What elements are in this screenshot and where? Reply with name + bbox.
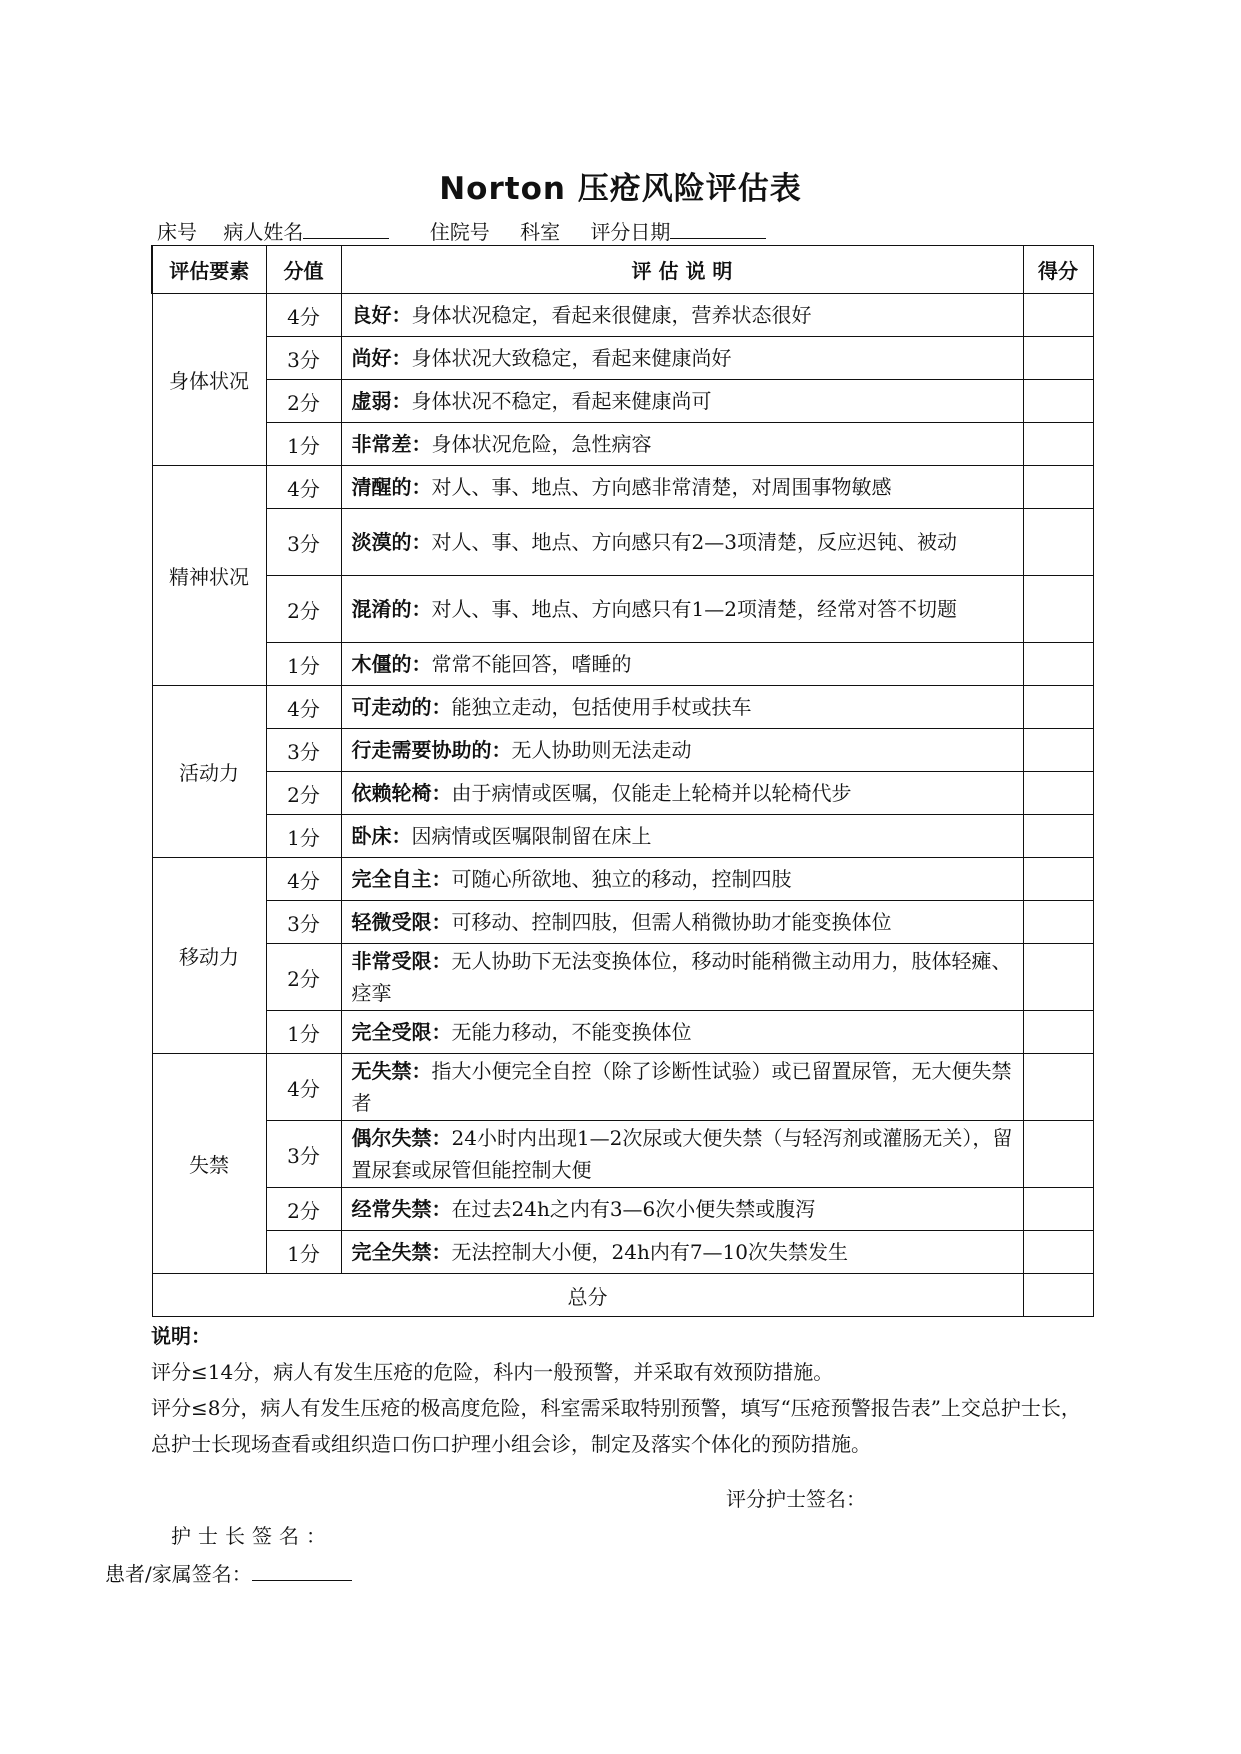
page-title: Norton 压疮风险评估表 [439, 171, 802, 207]
result-score-cell[interactable] [1023, 1188, 1093, 1231]
table-row [152, 1231, 1093, 1274]
patient-signature-label: 患者/家属签名： [105, 1562, 252, 1586]
description-keyword: 淡漠的： [351, 530, 432, 554]
header-score: 分值 [266, 246, 341, 294]
description-text: 对人、事、地点、方向感非常清楚，对周围事物敏感 [431, 475, 892, 499]
description-keyword: 完全失禁： [351, 1240, 452, 1264]
result-score-cell[interactable] [1023, 337, 1093, 380]
description-text: 无人协助则无法走动 [511, 738, 692, 762]
score-cell: 2分 [266, 1188, 341, 1231]
notes-heading: 说明： [151, 1324, 211, 1348]
score-cell: 3分 [266, 901, 341, 944]
result-score-cell[interactable] [1023, 1121, 1093, 1188]
description-keyword: 行走需要协助的： [351, 738, 512, 762]
table-row [152, 944, 1093, 1011]
description-text: 因病情或医嘱限制留在床上 [411, 824, 652, 848]
result-score-cell[interactable] [1023, 380, 1093, 423]
factor-cell: 活动力 [152, 686, 266, 858]
table-row [152, 466, 1093, 509]
description-cell [341, 815, 1023, 858]
description-text: 无法控制大小便，24h内有7—10次失禁发生 [451, 1240, 849, 1264]
factor-cell: 移动力 [152, 858, 266, 1054]
description-cell [341, 423, 1023, 466]
table-header-row [152, 246, 1093, 294]
description-keyword: 非常受限： [351, 949, 452, 973]
description-keyword: 虚弱： [351, 389, 412, 413]
description-keyword: 非常差： [351, 432, 432, 456]
header-description: 评 估 说 明 [341, 246, 1023, 294]
description-cell [341, 509, 1023, 576]
table-row [152, 772, 1093, 815]
date-label: 评分日期 [590, 220, 671, 244]
result-score-cell[interactable] [1023, 815, 1093, 858]
description-text: 在过去24h之内有3—6次小便失禁或腹泻 [451, 1197, 816, 1221]
score-cell: 3分 [266, 1121, 341, 1188]
description-text: 身体状况大致稳定，看起来健康尚好 [411, 346, 732, 370]
description-cell [341, 1188, 1023, 1231]
description-keyword: 可走动的： [351, 695, 452, 719]
factor-cell: 失禁 [152, 1054, 266, 1274]
result-score-cell[interactable] [1023, 576, 1093, 643]
score-cell: 4分 [266, 294, 341, 337]
description-cell [341, 294, 1023, 337]
score-cell: 2分 [266, 772, 341, 815]
description-keyword: 经常失禁： [351, 1197, 452, 1221]
description-text: 身体状况不稳定，看起来健康尚可 [411, 389, 712, 413]
description-cell [341, 1054, 1023, 1121]
result-score-cell[interactable] [1023, 643, 1093, 686]
note-line-2: 评分≤8分，病人有发生压疮的极高度危险，科室需采取特别预警，填写“压疮预警报告表”上交总护士长，总护士长现场查看或组织造口伤口护理小组会诊，制定及落实个体化的预防措施。 [151, 1396, 1081, 1456]
description-keyword: 尚好： [351, 346, 412, 370]
admission-no-label: 住院号 [429, 220, 490, 244]
description-text: 身体状况危险，急性病容 [431, 432, 652, 456]
description-text: 可随心所欲地、独立的移动，控制四肢 [451, 867, 792, 891]
total-label: 总分 [152, 1274, 1023, 1317]
description-text: 常常不能回答，嗜睡的 [431, 652, 632, 676]
table-row [152, 643, 1093, 686]
description-cell [341, 643, 1023, 686]
table-row [152, 337, 1093, 380]
factor-cell: 精神状况 [152, 466, 266, 686]
head-nurse-signature-label: 护士长签名： [171, 1524, 333, 1548]
patient-info-line [157, 216, 766, 245]
score-cell: 2分 [266, 944, 341, 1011]
description-text: 可移动、控制四肢，但需人稍微协助才能变换体位 [451, 910, 892, 934]
description-cell [341, 729, 1023, 772]
total-score-cell[interactable] [1023, 1274, 1093, 1317]
score-cell: 3分 [266, 337, 341, 380]
description-cell [341, 686, 1023, 729]
norton-assessment-table [151, 245, 1094, 1317]
result-score-cell[interactable] [1023, 466, 1093, 509]
description-keyword: 依赖轮椅： [351, 781, 452, 805]
description-cell [341, 944, 1023, 1011]
score-cell: 1分 [266, 1231, 341, 1274]
description-text: 由于病情或医嘱，仅能走上轮椅并以轮椅代步 [451, 781, 852, 805]
department-label: 科室 [520, 220, 561, 244]
score-cell: 2分 [266, 576, 341, 643]
score-cell: 1分 [266, 1011, 341, 1054]
description-cell [341, 1231, 1023, 1274]
description-text: 对人、事、地点、方向感只有1—2项清楚，经常对答不切题 [431, 597, 957, 621]
result-score-cell[interactable] [1023, 858, 1093, 901]
header-result: 得分 [1023, 246, 1093, 294]
description-text: 身体状况稳定，看起来很健康，营养状态很好 [411, 303, 812, 327]
result-score-cell[interactable] [1023, 686, 1093, 729]
description-cell [341, 337, 1023, 380]
notes-section [151, 1318, 1091, 1462]
date-field[interactable] [670, 220, 766, 239]
description-keyword: 良好： [351, 303, 412, 327]
nurse-signature-label: 评分护士签名： [726, 1487, 866, 1511]
result-score-cell[interactable] [1023, 1011, 1093, 1054]
table-row [152, 509, 1093, 576]
description-keyword: 完全自主： [351, 867, 452, 891]
result-score-cell[interactable] [1023, 509, 1093, 576]
description-text: 能独立走动，包括使用手杖或扶车 [451, 695, 752, 719]
table-row [152, 576, 1093, 643]
result-score-cell[interactable] [1023, 729, 1093, 772]
description-cell [341, 576, 1023, 643]
score-cell: 4分 [266, 858, 341, 901]
description-keyword: 卧床： [351, 824, 412, 848]
score-cell: 3分 [266, 729, 341, 772]
table-row [152, 380, 1093, 423]
patient-name-label: 病人姓名 [223, 220, 304, 244]
description-keyword: 木僵的： [351, 652, 432, 676]
score-cell: 3分 [266, 509, 341, 576]
table-row [152, 1188, 1093, 1231]
result-score-cell[interactable] [1023, 423, 1093, 466]
table-row [152, 1054, 1093, 1121]
score-cell: 4分 [266, 1054, 341, 1121]
result-score-cell[interactable] [1023, 944, 1093, 1011]
description-cell [341, 466, 1023, 509]
score-cell: 1分 [266, 423, 341, 466]
factor-cell: 身体状况 [152, 294, 266, 466]
description-keyword: 混淆的： [351, 597, 432, 621]
description-cell [341, 858, 1023, 901]
description-text: 指大小便完全自控（除了诊断性试验）或已留置尿管，无大便失禁者 [351, 1059, 1012, 1115]
table-row [152, 1121, 1093, 1188]
table-row [152, 729, 1093, 772]
table-row [152, 858, 1093, 901]
table-row [152, 1011, 1093, 1054]
result-score-cell[interactable] [1023, 901, 1093, 944]
description-cell [341, 772, 1023, 815]
score-cell: 1分 [266, 815, 341, 858]
description-text: 无能力移动，不能变换体位 [451, 1020, 692, 1044]
bed-label: 床号 [157, 220, 197, 244]
table-row [152, 815, 1093, 858]
table-row [152, 686, 1093, 729]
table-row [152, 423, 1093, 466]
description-keyword: 偶尔失禁： [351, 1126, 452, 1150]
description-text: 无人协助下无法变换体位，移动时能稍微主动用力，肢体轻瘫、痉挛 [351, 949, 1012, 1005]
result-score-cell[interactable] [1023, 1054, 1093, 1121]
note-line-1: 评分≤14分，病人有发生压疮的危险，科内一般预警，并采取有效预防措施。 [151, 1360, 834, 1384]
patient-signature-field[interactable] [252, 1562, 352, 1581]
patient-signature-line [105, 1558, 352, 1587]
score-cell: 2分 [266, 380, 341, 423]
score-cell: 4分 [266, 466, 341, 509]
patient-name-field[interactable] [303, 220, 389, 239]
description-keyword: 完全受限： [351, 1020, 452, 1044]
description-keyword: 无失禁： [351, 1059, 432, 1083]
result-score-cell[interactable] [1023, 1231, 1093, 1274]
header-factor: 评估要素 [152, 246, 266, 294]
description-keyword: 轻微受限： [351, 910, 452, 934]
result-score-cell[interactable] [1023, 294, 1093, 337]
total-row [152, 1274, 1093, 1317]
description-text: 对人、事、地点、方向感只有2—3项清楚，反应迟钝、被动 [431, 530, 957, 554]
description-cell [341, 1011, 1023, 1054]
description-text: 24小时内出现1—2次尿或大便失禁（与轻泻剂或灌肠无关），留置尿套或尿管但能控制大便 [351, 1126, 1013, 1182]
description-cell [341, 901, 1023, 944]
score-cell: 4分 [266, 686, 341, 729]
description-keyword: 清醒的： [351, 475, 432, 499]
result-score-cell[interactable] [1023, 772, 1093, 815]
description-cell [341, 380, 1023, 423]
table-row [152, 901, 1093, 944]
table-row [152, 294, 1093, 337]
score-cell: 1分 [266, 643, 341, 686]
description-cell [341, 1121, 1023, 1188]
